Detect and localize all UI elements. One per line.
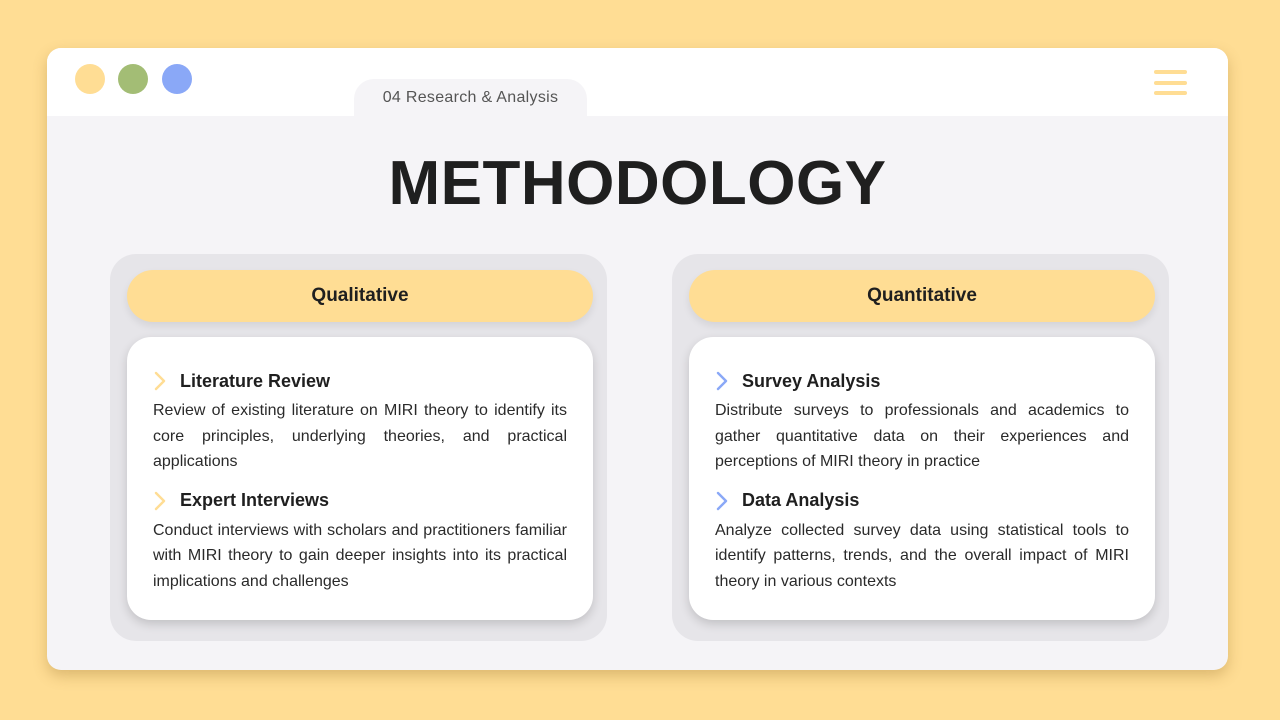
- item-description: Conduct interviews with scholars and practitioners familiar with MIRI theory to gain deeper insights into its practical implications and challenges: [153, 521, 567, 590]
- list-item: [715, 369, 1129, 475]
- item-title: Survey Analysis: [742, 370, 881, 391]
- item-title: Literature Review: [180, 370, 331, 391]
- chevron-right-icon: [715, 371, 735, 391]
- item-description: Distribute surveys to professionals and academics to gather quantitative data on their experiences and perceptions of MIRI theory in practice: [715, 402, 1129, 470]
- item-description: Analyze collected survey data using statistical tools to identify patterns, trends, and the overall impact of MIRI theory in various contexts: [715, 521, 1129, 590]
- slide-window: [47, 48, 1228, 670]
- list-item: [153, 489, 567, 595]
- qualitative-header: Qualitative: [127, 270, 593, 322]
- qualitative-card: [127, 337, 593, 620]
- tab-research-analysis[interactable]: 04 Research & Analysis: [354, 79, 587, 121]
- quantitative-card: [689, 337, 1155, 620]
- window-dot-blue[interactable]: [162, 64, 192, 94]
- page-title: METHODOLOGY: [388, 149, 887, 218]
- chevron-right-icon: [153, 491, 173, 511]
- quantitative-panel: [672, 254, 1169, 641]
- item-title: Expert Interviews: [180, 490, 330, 510]
- window-dot-green[interactable]: [118, 64, 148, 94]
- quantitative-header: Quantitative: [689, 270, 1155, 322]
- chevron-right-icon: [715, 491, 735, 511]
- qualitative-panel: [110, 254, 607, 641]
- hamburger-menu-icon[interactable]: [1154, 70, 1187, 95]
- list-item: [153, 369, 567, 475]
- chevron-right-icon: [153, 371, 173, 391]
- item-description: Review of existing literature on MIRI theory to identify its core principles, underlying theories, and practical applications: [153, 402, 567, 470]
- window-dot-yellow[interactable]: [75, 64, 105, 94]
- item-title: Data Analysis: [742, 490, 860, 510]
- list-item: [715, 489, 1129, 595]
- title-bar: [47, 48, 1228, 116]
